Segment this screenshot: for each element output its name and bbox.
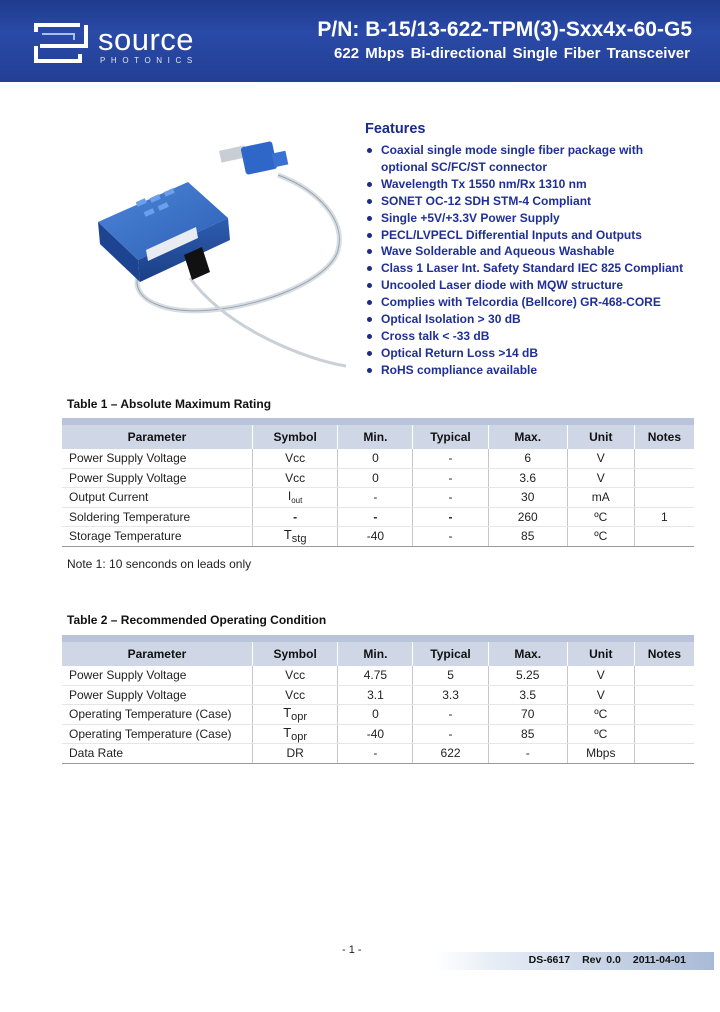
feature-item: Coaxial single mode single fiber package with [365, 142, 710, 159]
col-header-notes: Notes [634, 425, 694, 449]
footer-doc-info [529, 954, 686, 966]
feature-item: PECL/LVPECL Differential Inputs and Outputs [365, 227, 710, 244]
col-header-min: Min. [338, 425, 413, 449]
features-title: Features [365, 121, 426, 137]
col-header-max: Max. [488, 425, 567, 449]
symbol-cell: $I_{out}$ [252, 488, 337, 508]
table-header-band [62, 635, 694, 642]
col-header-notes: Notes [634, 642, 694, 666]
bullet-icon [367, 233, 372, 238]
page-number: - 1 - [342, 944, 362, 956]
feature-item: Cross talk < -33 dB [365, 328, 710, 345]
table1-title: Table 1 – Absolute Maximum Rating [67, 397, 272, 411]
feature-item: SONET OC-12 SDH STM-4 Compliant [365, 193, 710, 210]
bullet-icon [367, 182, 372, 187]
table-row: Operating Temperature (Case) Topr 0 - 70 ºC [62, 705, 694, 725]
logo-subtitle: PHOTONICS [100, 56, 198, 65]
bullet-icon [367, 148, 372, 153]
feature-item: Optical Isolation > 30 dB [365, 311, 710, 328]
table-row: Storage Temperature Tstg -40 - 85 ºC [62, 527, 694, 547]
table-header-band [62, 418, 694, 425]
feature-item: Optical Return Loss >14 dB [365, 345, 710, 362]
table-row: Power Supply Voltage Vcc 0 - 3.6 V [62, 468, 694, 488]
features-list [365, 142, 710, 379]
revision: Rev 0.0 [582, 954, 621, 966]
bullet-icon [367, 300, 372, 305]
table1-note: Note 1: 10 senconds on leads only [67, 557, 252, 571]
bullet-icon [367, 199, 372, 204]
col-header-parameter: Parameter [62, 425, 252, 449]
features-section [365, 121, 710, 379]
table1-absolute-max-rating [62, 418, 694, 547]
table-row: Power Supply Voltage Vcc 3.1 3.3 3.5 V [62, 685, 694, 705]
table-row: Data Rate DR - 622 - Mbps [62, 744, 694, 764]
col-header-parameter: Parameter [62, 642, 252, 666]
table2-recommended-operating [62, 635, 694, 764]
logo-wordmark: source [98, 22, 195, 57]
table-row: Operating Temperature (Case) Topr -40 - 85 ºC [62, 724, 694, 744]
feature-item: Wavelength Tx 1550 nm/Rx 1310 nm [365, 176, 710, 193]
doc-date: 2011-04-01 [632, 954, 686, 966]
bullet-icon [367, 249, 372, 254]
bullet-icon [367, 334, 372, 339]
bullet-icon [367, 317, 372, 322]
col-header-typical: Typical [413, 425, 488, 449]
bullet-icon [367, 266, 372, 271]
feature-item: Class 1 Laser Int. Safety Standard IEC 825 Compliant [365, 260, 710, 277]
col-header-symbol: Symbol [252, 425, 337, 449]
header-bar [0, 0, 720, 82]
table-row: Output Current $I_{out}$ - - 30 mA [62, 488, 694, 508]
table-row: Soldering Temperature - - - 260 ºC 1 [62, 507, 694, 527]
col-header-unit: Unit [567, 425, 634, 449]
bullet-icon [367, 216, 372, 221]
feature-item: Wave Solderable and Aqueous Washable [365, 243, 710, 260]
col-header-symbol: Symbol [252, 642, 337, 666]
feature-item: Uncooled Laser diode with MQW structure [365, 277, 710, 294]
bullet-icon [367, 368, 372, 373]
feature-item-continuation: optional SC/FC/ST connector [381, 159, 548, 174]
symbol-cell: Topr [252, 705, 337, 725]
bullet-icon [367, 283, 372, 288]
table2-title: Table 2 – Recommended Operating Condition [67, 613, 327, 627]
table-row: Power Supply Voltage Vcc 4.75 5 5.25 V [62, 666, 694, 685]
table-row: Power Supply Voltage Vcc 0 - 6 V [62, 449, 694, 468]
symbol-cell: Tstg [252, 527, 337, 547]
feature-item: Complies with Telcordia (Bellcore) GR-468-CORE [365, 294, 710, 311]
col-header-max: Max. [488, 642, 567, 666]
source-logo-icon [30, 20, 94, 66]
product-subtitle: 622 Mbps Bi-directional Single Fiber Transceiver [334, 45, 690, 62]
symbol-cell: Topr [252, 724, 337, 744]
part-number: P/N: B-15/13-622-TPM(3)-Sxx4x-60-G5 [317, 18, 692, 41]
col-header-min: Min. [338, 642, 413, 666]
doc-id: DS-6617 [528, 954, 571, 966]
col-header-unit: Unit [567, 642, 634, 666]
bullet-icon [367, 351, 372, 356]
feature-item: Single +5V/+3.3V Power Supply [365, 210, 710, 227]
col-header-typical: Typical [413, 642, 488, 666]
company-logo [30, 20, 250, 70]
feature-item: RoHS compliance available [365, 362, 710, 379]
transceiver-product-image [78, 130, 348, 370]
